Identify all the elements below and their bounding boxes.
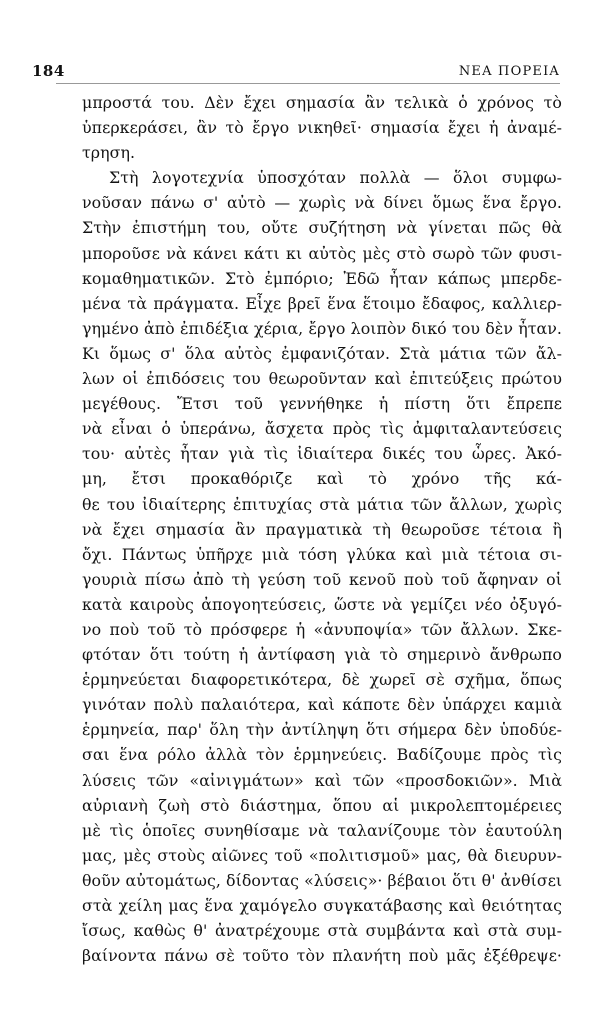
text-line: γημένο ἀπὸ ἐπιδέξια χέρια, ἔργο λοιπὸν δικό του δὲν ἦταν. bbox=[82, 318, 562, 338]
text-line: θοῦν αὐτομάτως, δίδοντας «λύσεις»· βέβαιοι ὅτι θ' ἀνθίσει bbox=[82, 870, 563, 890]
text-line: ἑρμηνεία, παρ' ὅλη τὴν ἀντίληψη ὅτι σήμερα δὲν ὑποδύε- bbox=[82, 720, 562, 740]
text-line: μὲ τὶς ὁποῖες συνηθίσαμε νὰ ταλανίζουμε τὸν ἑαυτούλη bbox=[82, 820, 562, 840]
text-line: φτόταν ὅτι τούτη ἡ ἀντίφαση γιὰ τὸ σημερινὸ ἄνθρωπο bbox=[82, 645, 562, 665]
text-line: ἑρμηνεύεται διαφορετικότερα, δὲ χωρεῖ σὲ σχῆμα, ὅπως bbox=[82, 670, 562, 690]
page-number: 184 bbox=[32, 62, 65, 80]
running-title: ΝΕΑ ΠΟΡΕΙΑ bbox=[458, 64, 560, 79]
text-line: αὐριανὴ ζωὴ στὸ διάστημα, ὅπου αἱ μικρολεπτομέρειες bbox=[82, 795, 562, 815]
text-line: μεγέθους. Ἔτσι τοῦ γεννήθηκε ἡ πίστη ὅτι ἔπρεπε bbox=[82, 394, 562, 414]
text-line: ἴσως, καθὼς θ' ἀνατρέχουμε στὰ συμβάντα καὶ στὰ συμ- bbox=[82, 921, 562, 941]
text-line: σαι ἕνα ρόλο ἀλλὰ τὸν ἑρμηνεύεις. Βαδίζουμε πρὸς τὶς bbox=[82, 745, 562, 765]
text-line: Στὴν ἐπιστήμη του, οὔτε συζήτηση νὰ γίνεται πῶς θὰ bbox=[82, 218, 562, 238]
text-line: ὄχι. Πάντως ὑπῆρχε μιὰ τόση γλύκα καὶ μιὰ τέτοια σι- bbox=[82, 544, 562, 564]
text-line: νὰ εἶναι ὁ ὑπεράνω, ἄσχετα πρὸς τὶς ἀμφιταλαντεύσεις bbox=[82, 419, 562, 439]
text-line: νὰ ἔχει σημασία ἂν πραγματικὰ τὴ θεωροῦσε τέτοια ἢ bbox=[82, 519, 562, 539]
text-line: Κι ὅμως σ' ὅλα αὐτὸς ἐμφανιζόταν. Στὰ μάτια τῶν ἄλ- bbox=[82, 343, 562, 363]
text-line: κομαθηματικῶν. Στὸ ἐμπόριο; Ἐδῶ ἦταν κάπως μπερδε- bbox=[82, 268, 562, 288]
text-line: μπροστά του. Δὲν ἔχει σημασία ἂν τελικὰ ὁ χρόνος τὸ bbox=[82, 93, 562, 112]
text-line: νο ποὺ τοῦ τὸ πρόσφερε ἡ «ἀνυποψία» τῶν ἄλλων. Σκε- bbox=[82, 619, 562, 639]
text-line: λύσεις τῶν «αἰνιγμάτων» καὶ τῶν «προσδοκιῶν». Μιὰ bbox=[82, 770, 562, 790]
text-line: ὑπερκεράσει, ἂν τὸ ἔργο νικηθεῖ· σημασία ἔχει ἡ ἀναμέ- bbox=[82, 118, 562, 138]
text-line: μένα τὰ πράγματα. Εἶχε βρεῖ ἕνα ἕτοιμο ἔδαφος, καλλιερ- bbox=[82, 293, 562, 313]
text-line: γινόταν πολὺ παλαιότερα, καὶ κάποτε δὲν ὑπάρχει καμιὰ bbox=[82, 695, 562, 715]
text-line: στὰ χείλη μας ἕνα χαμόγελο συγκατάβασης καὶ θειότητας bbox=[82, 896, 562, 915]
text-line: λων οἱ ἐπιδόσεις του θεωροῦνταν καὶ ἐπιτεύξεις πρώτου bbox=[82, 369, 562, 389]
text-line: κατὰ καιροὺς ἀπογοητεύσεις, ὥστε νὰ γεμίζει νέο ὀξυγό- bbox=[82, 594, 562, 614]
text-line: θε του ἰδιαίτερης ἐπιτυχίας στὰ μάτια τῶν ἄλλων, χωρὶς bbox=[82, 494, 562, 514]
text-line: βαίνοντα πάνω σὲ τοῦτο τὸν πλανήτη ποὺ μᾶς ἐξέθρεψε· bbox=[82, 946, 562, 966]
text-line: μποροῦσε νὰ κάνει κάτι κι αὐτὸς μὲς στὸ σωρὸ τῶν φυσι- bbox=[82, 243, 562, 263]
text-line: Στὴ λογοτεχνία ὑποσχόταν πολλὰ — ὅλοι συμφω- bbox=[109, 168, 562, 188]
text-line: του· αὐτὲς ἦταν γιὰ τὶς ἰδιαίτερα δικές του ὧρες. Ἀκό- bbox=[82, 444, 562, 464]
text-line: μας, μὲς στοὺς αἰῶνες τοῦ «πολιτισμοῦ» μας, θὰ διευρυν- bbox=[82, 845, 562, 865]
text-line: μη, ἔτσι προκαθόριζε καὶ τὸ χρόνο τῆς κά- bbox=[82, 469, 562, 489]
text-line: νοῦσαν πάνω σ' αὐτὸ — χωρὶς νὰ δίνει ὅμως ἕνα ἔργο. bbox=[82, 193, 562, 213]
header-rule bbox=[56, 83, 560, 84]
text-line: γουριὰ πίσω ἀπὸ τὴ γεύση τοῦ κενοῦ ποὺ τοῦ ἄφηναν οἱ bbox=[82, 569, 562, 589]
body-text bbox=[82, 90, 562, 968]
text-line: τρηση. bbox=[82, 143, 136, 163]
